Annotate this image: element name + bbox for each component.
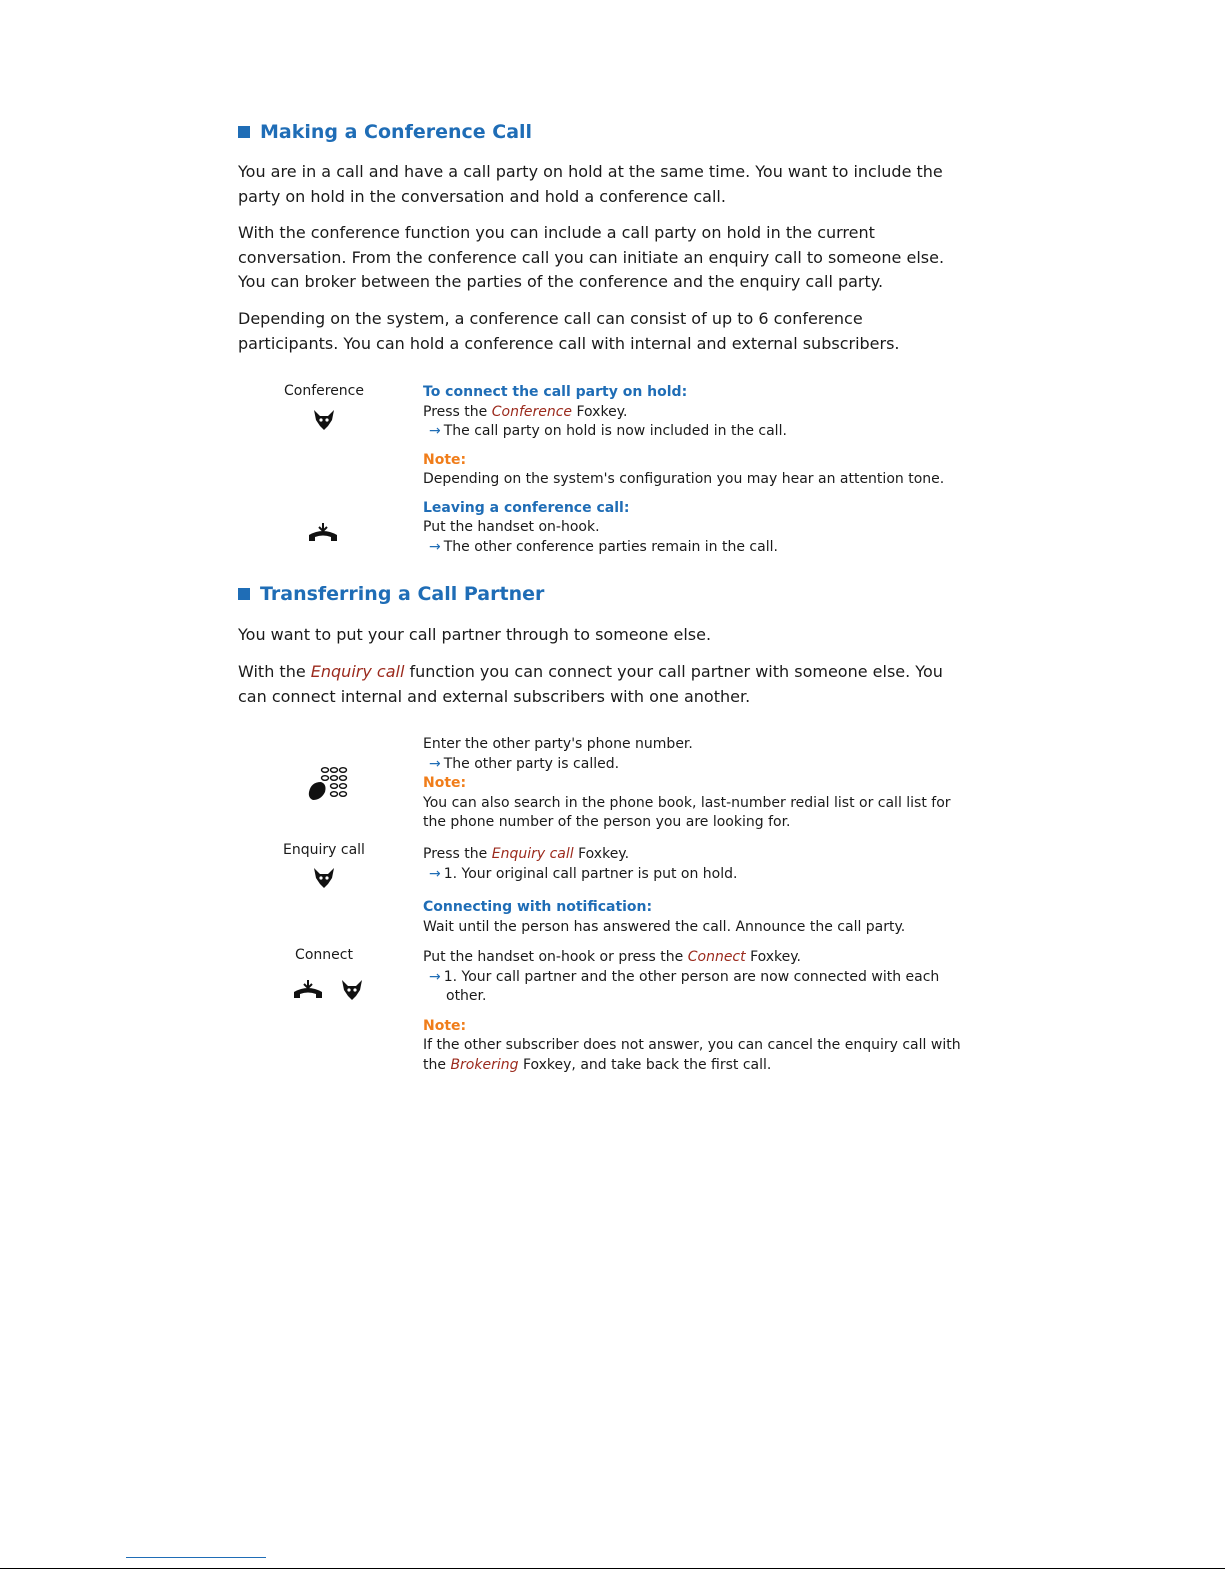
page-bottom-border — [0, 1568, 1225, 1569]
connect-key-label: Connect — [295, 947, 353, 963]
fox-key-icon — [338, 976, 366, 1004]
leaving-text: Put the handset on-hook. — [423, 519, 600, 535]
connect-instructions — [423, 948, 963, 1075]
heading-square-icon — [238, 126, 250, 138]
text: With the — [238, 662, 311, 681]
notify-text: Wait until the person has answered the call. Announce the call party. — [423, 918, 906, 935]
arrow-icon: → — [429, 865, 441, 882]
result-text: The other party is called. — [443, 755, 620, 772]
note-label: Note: — [423, 775, 467, 791]
text: Put the handset on-hook or press the — [423, 949, 688, 965]
text: Foxkey. — [572, 403, 628, 420]
enter-text: Enter the other party's phone number. — [423, 736, 693, 752]
handset-on-hook-icon — [292, 978, 324, 1002]
conference-instructions — [423, 383, 963, 557]
text: Foxkey. — [745, 949, 802, 965]
transfer-enter-number — [423, 735, 963, 833]
conference-key-name: Conference — [491, 403, 573, 420]
heading-making-conference-call — [238, 121, 532, 143]
conference-key-label: Conference — [283, 383, 364, 399]
result-line — [423, 968, 963, 988]
result-line — [423, 755, 963, 775]
note-label: Note: — [423, 451, 467, 468]
paragraph — [238, 660, 968, 709]
result-text: The call party on hold is now included in the call. — [443, 423, 787, 439]
text: Foxkey. — [573, 846, 630, 862]
keypad-icon — [305, 764, 353, 804]
press-conference-line — [423, 403, 963, 423]
result-text: The other conference parties remain in the call. — [443, 538, 778, 555]
brokering-key-name: Brokering — [450, 1056, 519, 1073]
note-text — [423, 1036, 963, 1075]
result-line — [423, 865, 963, 885]
press-enquiry-line — [423, 845, 963, 865]
paragraph: With the conference function you can include a call party on hold in the current conversation. From the conference call you can initiate an enquiry call to someone else. You can broker between the parties of the conference and the enquiry call party. — [238, 223, 945, 291]
fox-key-icon — [310, 864, 338, 892]
heading-square-icon — [238, 588, 250, 600]
result-line — [423, 538, 963, 558]
result-continuation: other. — [446, 988, 487, 1004]
leaving-heading: Leaving a conference call: — [423, 499, 630, 516]
arrow-icon: → — [429, 755, 441, 772]
paragraph: You want to put your call partner through to someone else. — [238, 625, 712, 644]
note-label: Note: — [423, 1017, 467, 1034]
enquiry-call-key-label: Enquiry call — [283, 842, 365, 858]
connect-heading: To connect the call party on hold: — [423, 384, 688, 400]
note-text: You can also search in the phone book, last-number redial list or call list for the phone number of the person you are looking for. — [423, 794, 951, 830]
result-text: 1. Your call partner and the other person are now connected with each — [443, 968, 940, 985]
arrow-icon: → — [429, 538, 441, 555]
text: Foxkey, and take back the first call. — [518, 1056, 772, 1073]
text: Press the — [423, 403, 492, 420]
result-text: 1. Your original call partner is put on hold. — [443, 865, 738, 882]
arrow-icon: → — [429, 423, 441, 439]
text: function you can connect your call partner with someone else. You can connect internal and external subscribers with one another. — [238, 662, 943, 706]
paragraph: Depending on the system, a conference call can consist of up to 6 conference participants. You can hold a conference call with internal and external subscribers. — [238, 309, 900, 353]
heading-transferring-call-partner — [238, 583, 544, 605]
footer-rule — [126, 1557, 266, 1558]
paragraph: You are in a call and have a call party on hold at the same time. You want to include the party on hold in the conversation and hold a conference call. — [238, 162, 943, 206]
heading-text: Making a Conference Call — [260, 121, 533, 143]
text: If the other subscriber does not answer, you can cancel the enquiry call with the — [423, 1037, 961, 1073]
note-text: Depending on the system's configuration you may hear an attention tone. — [423, 471, 945, 487]
notify-heading: Connecting with notification: — [423, 899, 653, 915]
connect-key-name: Connect — [687, 949, 746, 965]
text: Press the — [423, 846, 492, 862]
fox-key-icon — [310, 406, 338, 434]
arrow-icon: → — [429, 968, 441, 985]
result-line — [423, 422, 963, 442]
enquiry-call-key-name: Enquiry call — [310, 662, 405, 681]
connect-line — [423, 948, 963, 968]
handset-on-hook-icon — [307, 521, 339, 545]
enquiry-instructions — [423, 845, 963, 937]
enquiry-call-key-name: Enquiry call — [491, 846, 574, 862]
heading-text: Transferring a Call Partner — [260, 583, 545, 605]
